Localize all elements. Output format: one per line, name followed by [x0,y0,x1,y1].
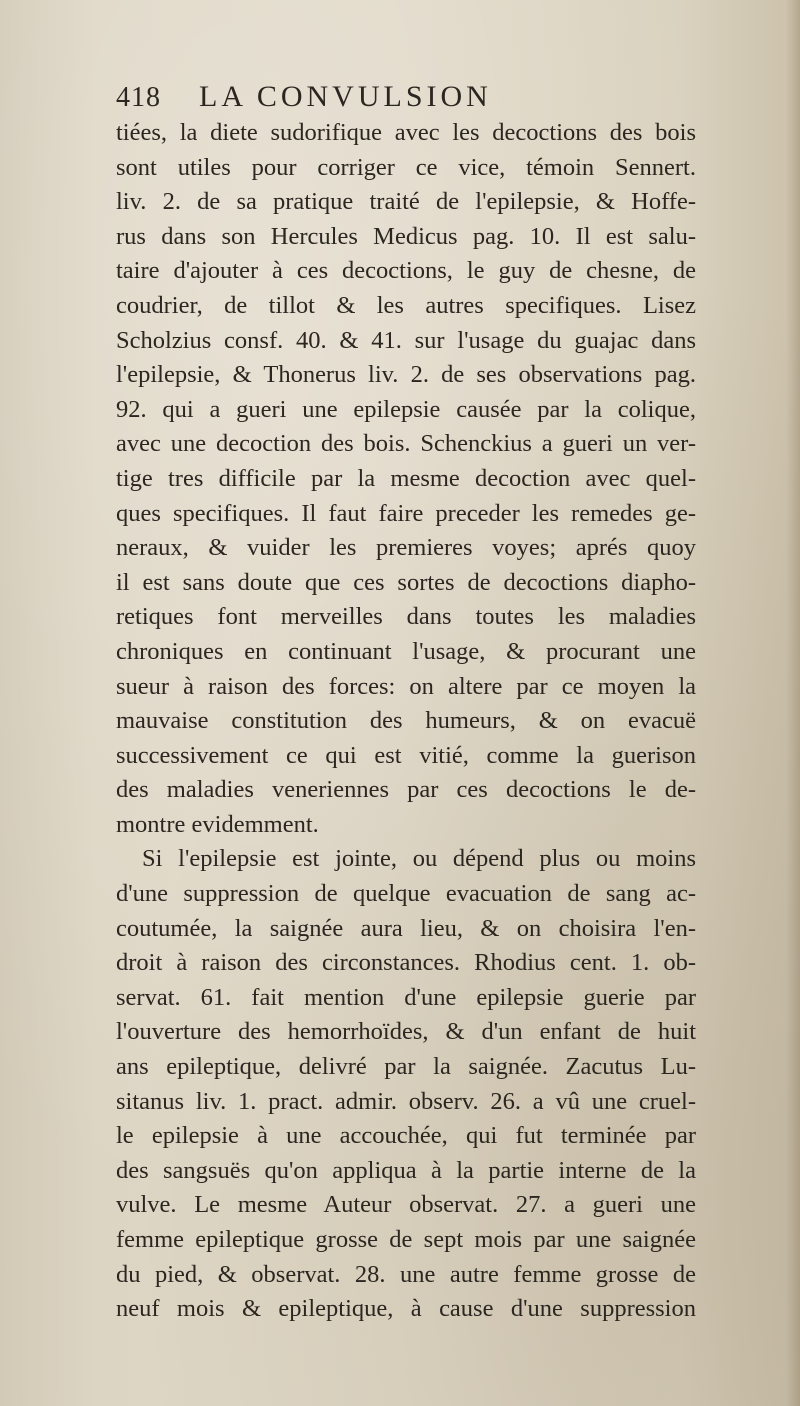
text-line: servat. 61. fait mention d'une epilepsie guerie par [116,983,696,1011]
text-line: avec une decoction des bois. Schenckius a gueri un ver- [116,430,696,458]
text-line: coudrier, de tillot & les autres specifiques. Lisez [116,291,696,319]
text-line: le epilepsie à une accouchée, qui fut terminée par [116,1122,696,1150]
text-line: femme epileptique grosse de sept mois par une saignée [116,1226,696,1253]
text-line: l'ouverture des hemorrhoïdes, & d'un enfant de huit [116,1018,696,1046]
text-line: Scholzius consf. 40. & 41. sur l'usage du guajac dans [116,326,696,354]
text-line: tige tres difficile par la mesme decoction avec quel- [116,464,696,492]
text-line: du pied, & observat. 28. une autre femme grosse de [116,1260,696,1288]
text-line: mauvaise constitution des humeurs, & on evacuë [116,707,696,735]
page-number: 418 [116,82,161,113]
text-line: chroniques en continuant l'usage, & procurant une [116,637,696,665]
text-line: neraux, & vuider les premieres voyes; aprés quoy [116,534,696,562]
text-line: neuf mois & epileptique, à cause d'une suppression [116,1295,696,1323]
text-line: rus dans son Hercules Medicus pag. 10. Il est salu- [116,222,696,250]
body-text [116,116,696,1327]
text-line: sueur à raison des forces: on altere par ce moyen la [116,672,696,700]
running-head: LA CONVULSION [199,80,492,113]
text-line: sont utiles pour corriger ce vice, témoin Sennert. [116,153,696,181]
text-line: 92. qui a gueri une epilepsie causée par la colique, [116,395,696,423]
text-line: taire d'ajouter à ces decoctions, le guy de chesne, de [116,257,696,285]
text-line: des sangsuës qu'on appliqua à la partie interne de la [116,1156,696,1184]
text-line: coutumée, la saignée aura lieu, & on choisira l'en- [116,914,696,942]
page-edge-shadow [786,0,800,1406]
text-line: d'une suppression de quelque evacuation de sang ac- [116,880,696,908]
page-header [116,80,676,120]
text-line: vulve. Le mesme Auteur observat. 27. a gueri une [116,1191,696,1219]
text-line: tiées, la diete sudorifique avec les decoctions des bois [116,119,696,146]
text-line: sitanus liv. 1. pract. admir. observ. 26. a vû une cruel- [116,1087,696,1115]
paragraph-start-line: Si l'epilepsie est jointe, ou dépend plus ou moins [142,845,696,873]
text-line: ans epileptique, delivré par la saignée. Zacutus Lu- [116,1053,696,1081]
text-line: il est sans doute que ces sortes de decoctions diapho- [116,568,696,596]
text-line: retiques font merveilles dans toutes les maladies [116,603,696,631]
text-line: ques specifiques. Il faut faire preceder les remedes ge- [116,499,696,527]
text-line: des maladies veneriennes par ces decoctions le de- [116,776,696,804]
text-line: l'epilepsie, & Thonerus liv. 2. de ses observations pag. [116,361,696,389]
text-line: montre evidemment. [116,810,319,838]
text-line: successivement ce qui est vitié, comme la guerison [116,741,696,769]
text-line: droit à raison des circonstances. Rhodius cent. 1. ob- [116,949,696,977]
text-line: liv. 2. de sa pratique traité de l'epilepsie, & Hoffe- [116,188,696,216]
